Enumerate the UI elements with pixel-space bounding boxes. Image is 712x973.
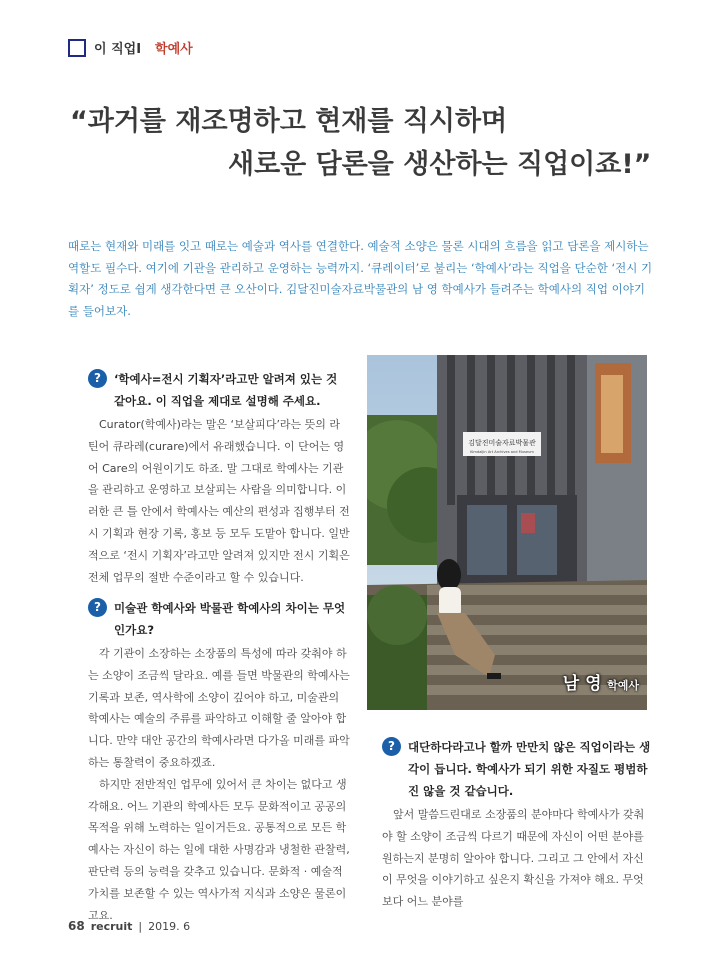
question-1 xyxy=(88,368,350,412)
page-number: 68 xyxy=(68,919,85,933)
question-1-text: ‘학예사=전시 기획자’라고만 알려져 있는 것 같아요. 이 직업을 제대로 설명해 주세요. xyxy=(114,372,338,408)
section-category: 이 직업Ⅰ xyxy=(94,42,142,57)
qa-block-3 xyxy=(382,736,654,913)
section-tag xyxy=(68,38,193,57)
question-icon: ? xyxy=(88,598,107,617)
caption-role: 학예사 xyxy=(607,679,639,692)
footer-divider: | xyxy=(138,919,143,933)
question-icon: ? xyxy=(382,737,401,756)
museum-sign-en-text: Kimdaljin Art Archives and Museum xyxy=(470,450,534,454)
issue-date: 2019. 6 xyxy=(148,919,191,933)
question-3 xyxy=(382,736,654,802)
question-2-text: 미술관 학예사와 박물관 학예사의 차이는 무엇인가요? xyxy=(114,601,346,637)
answer-2-paragraph-1: 각 기관이 소장하는 소장품의 특성에 따라 갖춰야 하는 소양이 조금씩 달라요. 예를 들면 박물관의 학예사는 기록과 보존, 역사학에 소양이 깊어야 하고, 미술관의 학예사는 예술의 주류를 파악하고 이해할 줄 알아야 합니다. 만약 대안 공간의 학예사라면 다가올 미래를 파악하는 통찰력이 중요하겠죠. xyxy=(88,647,350,769)
question-2 xyxy=(88,597,350,641)
headline-line-2: 새로운 담론을 생산하는 직업이죠!” xyxy=(228,149,652,180)
magazine-name: recruit xyxy=(90,919,133,933)
section-job-title: 학예사 xyxy=(155,42,193,57)
page-footer xyxy=(68,919,190,933)
headline-line-1: “과거를 재조명하고 현재를 직시하며 xyxy=(70,106,508,137)
interview-photo xyxy=(367,355,647,710)
museum-building-illustration xyxy=(367,355,647,710)
answer-1-paragraph-1: Curator(학예사)라는 말은 ‘보살피다’라는 뜻의 라틴어 큐라레(curare)에서 유래했습니다. 이 단어는 영어 Care의 어원이기도 하죠. 말 그대로 학예사는 기관을 관리하고 운영하고 보살피는 사람을 의미합니다. 이러한 큰 틀 안에서 학예사는 예산의 편성과 집행부터 전시 기획과 현장 기록, 홍보 등 모두 도맡아 합니다. 일반적으로 ‘전시 기획자’라고만 알려져 있지만 전시 기획은 전체 업무의 절반 수준이라고 할 수 있습니다. xyxy=(88,418,350,584)
question-3-text: 대단하다라고나 할까 만만치 않은 직업이라는 생각이 듭니다. 학예사가 되기 위한 자질도 평범하진 않을 것 같습니다. xyxy=(408,740,651,798)
qa-block-2 xyxy=(88,597,350,926)
section-square-icon xyxy=(68,39,86,57)
answer-2-paragraph-2: 하지만 전반적인 업무에 있어서 큰 차이는 없다고 생각해요. 어느 기관의 학예사든 모두 문화적이고 공공의 목적을 위해 노력하는 일이거든요. 공통적으로 모든 학예사는 자신이 하는 일에 대한 사명감과 냉철한 관찰력, 판단력 등의 능력을 갖추고 있습니다. 문화적 · 예술적 가치를 보존할 수 있는 역사가적 지식과 소양은 물론이고요. xyxy=(88,777,350,922)
answer-3-paragraph-1: 앞서 말씀드린대로 소장품의 분야마다 학예사가 갖춰야 할 소양이 조금씩 다르기 때문에 자신이 어떤 분야를 원하는지 분명히 알아야 합니다. 그리고 그 안에서 자신이 무엇을 이야기하고 싶은지 확신을 가져야 해요. 무엇보다 어느 분야를 xyxy=(382,808,645,909)
caption-name: 남 영 xyxy=(562,674,602,694)
lead-paragraph: 때로는 현재와 미래를 잇고 때로는 예술과 역사를 연결한다. 예술적 소양은 물론 시대의 흐름을 읽고 담론을 제시하는 역할도 필수다. 여기에 기관을 관리하고 운영하는 능력까지. ‘큐레이터’로 불리는 ‘학예사’라는 직업을 단순한 ‘전시 기획자’ 정도로 쉽게 생각한다면 큰 오산이다. 김달진미술자료박물관의 남 영 학예사가 들려주는 학예사의 직업 이야기를 들어보자. xyxy=(68,239,653,318)
headline xyxy=(0,100,712,186)
photo-caption xyxy=(563,669,639,694)
question-icon: ? xyxy=(88,369,107,388)
qa-block-1 xyxy=(88,368,350,588)
museum-sign-text: 김달진미술자료박물관 xyxy=(468,439,536,447)
